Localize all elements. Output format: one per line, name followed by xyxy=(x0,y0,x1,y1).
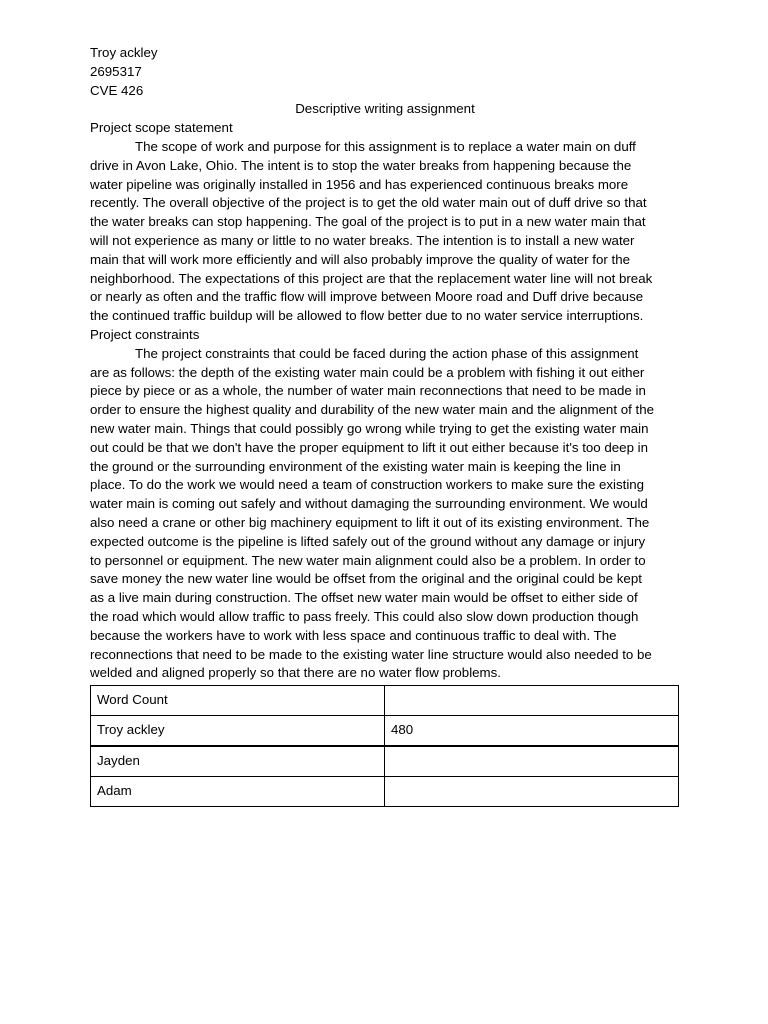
paragraph-line: welded and aligned properly so that there are no water flow problems. xyxy=(90,665,501,681)
paragraph-line: neighborhood. The expectations of this project are that the replacement water line will not break xyxy=(90,270,653,286)
scope-paragraph xyxy=(90,138,680,326)
paragraph-line: new water main. Things that could possibly go wrong while trying to get the existing water main xyxy=(90,420,649,436)
table-cell: Jayden xyxy=(91,746,385,777)
paragraph-line: the continued traffic buildup will be allowed to flow better due to no water service interruptions. xyxy=(90,308,644,324)
table-cell: Word Count xyxy=(91,686,385,716)
paragraph-line: The scope of work and purpose for this assignment is to replace a water main on duff xyxy=(135,138,636,154)
paragraph-line: save money the new water line would be offset from the original and the original could be kept xyxy=(90,571,642,587)
table-row xyxy=(91,686,679,716)
paragraph-line: expected outcome is the pipeline is lifted safely out of the ground without any damage or injury xyxy=(90,533,646,549)
word-count-table xyxy=(90,685,679,807)
paragraph-line: are as follows: the depth of the existing water main could be a problem with fishing it out either xyxy=(90,364,645,380)
paragraph-line: water main is coming out safely and without damaging the surrounding environment. We would xyxy=(90,496,648,512)
paragraph-line: reconnections that need to be made to the existing water line structure would also needed to be xyxy=(90,646,652,662)
paragraph-line: will not experience as many or little to no water breaks. The intention is to install a new water xyxy=(90,232,635,248)
section-heading-constraints: Project constraints xyxy=(90,326,200,342)
table-cell xyxy=(385,686,679,716)
table-cell: Troy ackley xyxy=(91,716,385,747)
course-code: CVE 426 xyxy=(90,82,144,98)
paragraph-line: also need a crane or other big machinery equipment to lift it out of its existing environment. The xyxy=(90,514,650,530)
table-cell xyxy=(385,746,679,777)
paragraph-line: order to ensure the highest quality and durability of the new water main and the alignment of the xyxy=(90,402,654,418)
student-id: 2695317 xyxy=(90,63,142,79)
paragraph-line: as a live main during construction. The offset new water main would be offset to either side of xyxy=(90,590,638,606)
table-row xyxy=(91,716,679,747)
table-cell xyxy=(385,777,679,807)
document-page xyxy=(90,44,680,807)
paragraph-line: recently. The overall objective of the project is to get the old water main out of duff drive so that xyxy=(90,195,647,211)
paragraph-line: the road which would allow traffic to pass freely. This could also slow down production though xyxy=(90,608,639,624)
paragraph-line: water pipeline was originally installed in 1956 and has experienced continuous breaks more xyxy=(90,176,629,192)
paragraph-line: because the workers have to work with less space and continuous traffic to deal with. The xyxy=(90,627,617,643)
author-name: Troy ackley xyxy=(90,45,158,60)
paragraph-line: place. To do the work we would need a team of construction workers to make sure the existing xyxy=(90,477,645,493)
paragraph-line: piece by piece or as a whole, the number of water main reconnections that need to be made in xyxy=(90,383,646,399)
paragraph-line: the ground or the surrounding environment of the existing water main is keeping the line in xyxy=(90,458,621,474)
paragraph-line: the water breaks can stop happening. The goal of the project is to put in a new water main that xyxy=(90,214,646,230)
table-cell: Adam xyxy=(91,777,385,807)
document-title: Descriptive writing assignment xyxy=(295,101,475,117)
paragraph-line: to personnel or equipment. The new water main alignment could also be a problem. In order to xyxy=(90,552,646,568)
constraints-paragraph xyxy=(90,345,680,683)
paragraph-line: out could be that we don't have the proper equipment to lift it out either because it's too deep in xyxy=(90,439,649,455)
section-heading-scope: Project scope statement xyxy=(90,120,233,136)
paragraph-line: drive in Avon Lake, Ohio. The intent is to stop the water breaks from happening because the xyxy=(90,157,632,173)
paragraph-line: or nearly as often and the traffic flow will improve between Moore road and Duff drive because xyxy=(90,289,644,305)
table-cell: 480 xyxy=(385,716,679,747)
paragraph-line: The project constraints that could be faced during the action phase of this assignment xyxy=(135,345,639,361)
table-row xyxy=(91,746,679,777)
table-row xyxy=(91,777,679,807)
paragraph-line: main that will work more efficiently and will also probably improve the quality of water for the xyxy=(90,251,630,267)
